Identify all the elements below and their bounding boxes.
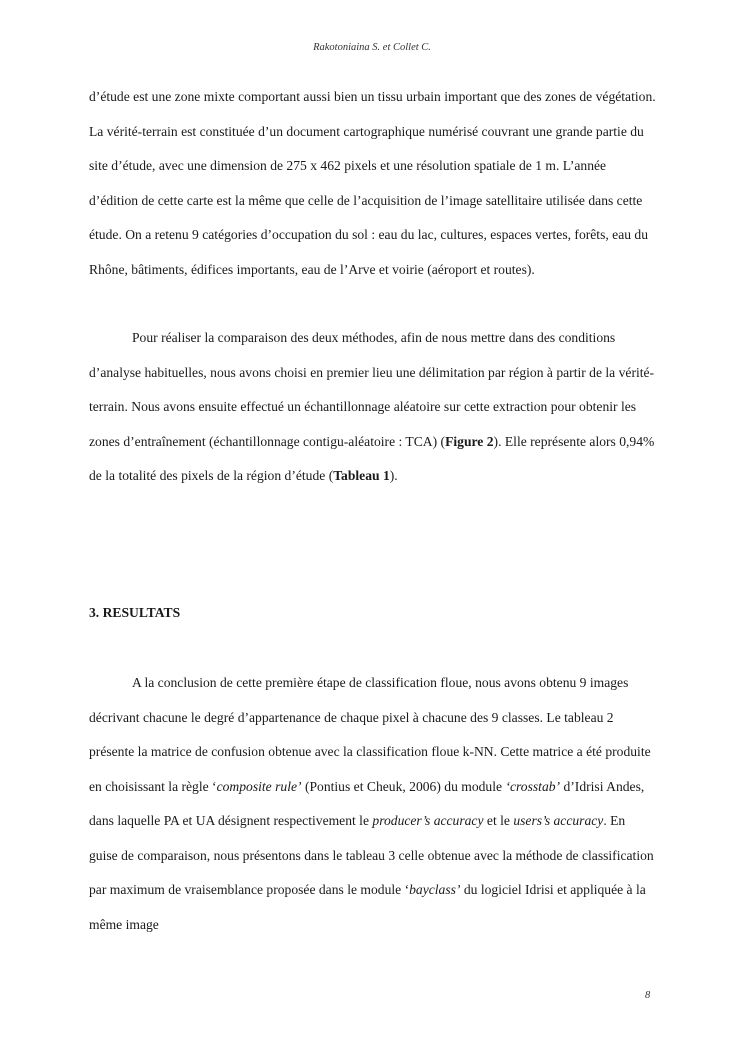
paragraph-text: ). Elle représente alors 0,94% de la totalité des pixels de la région d’étude (	[89, 433, 655, 483]
paragraph-text: d’Idrisi Andes, dans laquelle PA et UA désignent respectivement le	[89, 778, 645, 828]
paragraph-site-description: d’étude est une zone mixte comportant aussi bien un tissu urbain important que des zones de végétation. La vérité-terrain est constituée d’un document cartographique numérisé couvrant une grande partie du site d’étude, avec une dimension de 275 x 462 pixels et une résolution spatiale de 1 m. L’année d’édition de cette carte est la même que celle de l’acquisition de l’image satellitaire utilisée dans cette étude. On a retenu 9 catégories d’occupation du sol : eau du lac, cultures, espaces vertes, forêts, eau du Rhône, bâtiments, édifices importants, eau de l’Arve et voirie (aéroport et routes).	[89, 89, 656, 277]
italic-term: users’s accuracy	[513, 813, 604, 828]
paragraph-text: Pour réaliser la comparaison des deux méthodes, afin de nous mettre dans des conditions d’analyse habituelles, nous avons choisi en premier lieu une délimitation par région à partir de la vérité-terrain. Nous avons ensuite effectué un échantillonnage aléatoire sur cette extraction pour obtenir les zones d’entraînement (échantillonnage contigu-aléatoire : TCA) (	[89, 330, 655, 449]
paragraph-text: A la conclusion de cette première étape de classification floue, nous avons obtenu 9 images décrivant chacune le degré d’appartenance de chaque pixel à chacune des 9 classes. Le tableau 2 présente la matrice de confusion obtenue avec la classification floue k-NN. Cette matrice a été produite en choisissant la règle ‘	[89, 675, 651, 794]
italic-term: bayclass’	[409, 882, 461, 897]
paragraph-text: (Pontius et Cheuk, 2006) du module	[301, 778, 506, 794]
page-number: 8	[645, 990, 651, 1001]
italic-term: composite rule’	[216, 778, 302, 794]
paragraph-text: du logiciel Idrisi et appliquée à la même image	[89, 882, 646, 932]
paragraph-text: et le	[483, 813, 514, 828]
italic-term: producer’s accuracy	[372, 813, 484, 828]
table-reference: Tableau 1	[333, 468, 390, 483]
paragraph-results	[89, 666, 657, 942]
paragraph-text: ).	[389, 468, 398, 483]
running-head: Rakotoniaina S. et Collet C.	[313, 42, 431, 53]
paragraph-methods-comparison	[89, 321, 657, 494]
section-heading: 3. RESULTATS	[89, 605, 181, 620]
italic-term: ‘crosstab’	[505, 778, 561, 794]
paragraph-text: . En guise de comparaison, nous présentons dans le tableau 3 celle obtenue avec la méthode de classification par maximum de vraisemblance proposée dans le module ‘	[89, 813, 654, 897]
figure-reference: Figure 2	[445, 433, 494, 449]
